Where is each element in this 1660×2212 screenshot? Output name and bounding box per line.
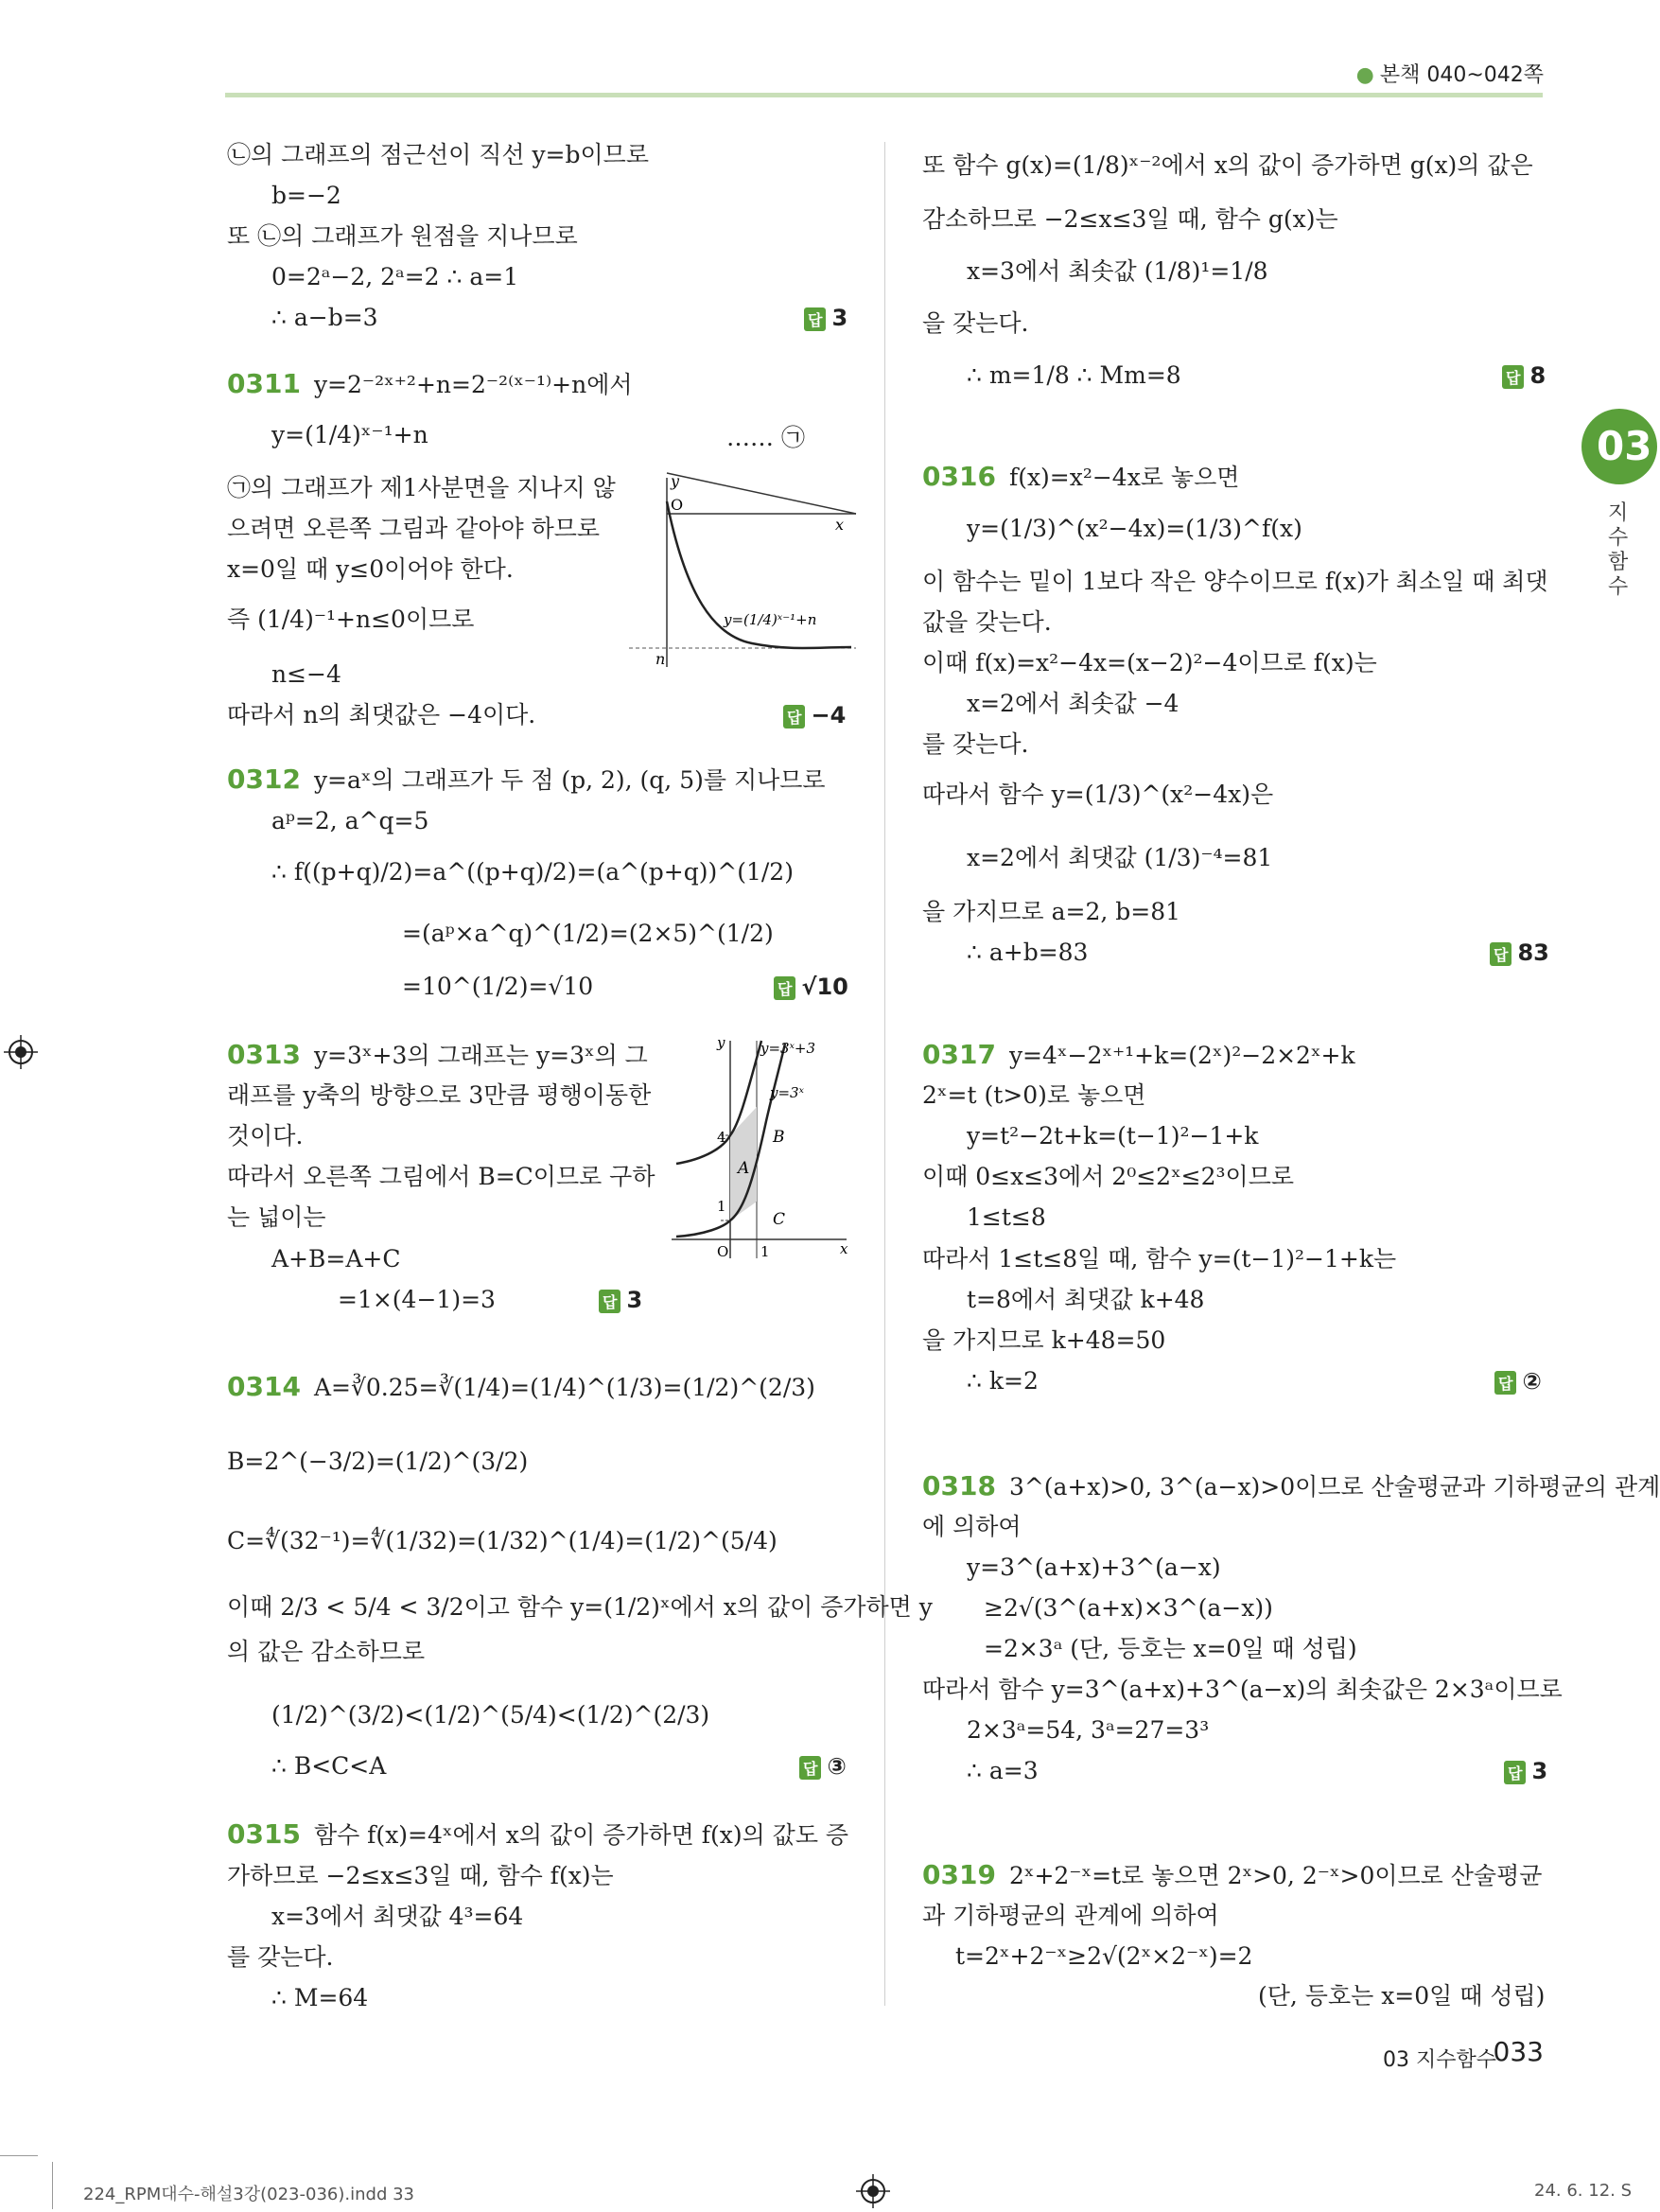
- problem-0315: 0315 함수 f(x)=4ˣ에서 x의 값이 증가하면 f(x)의 값도 증: [227, 1818, 849, 1850]
- y-label: y: [671, 472, 680, 490]
- answer-0314: 답 ③: [799, 1753, 847, 1780]
- curve-label-3x-plus-3: y=3ˣ+3: [760, 1040, 816, 1057]
- answer-tag: 답: [804, 307, 826, 331]
- page-header: [1356, 59, 1544, 88]
- y-tick-4: 4: [717, 1129, 726, 1146]
- origin-label: O: [717, 1243, 729, 1260]
- problem-0318: 0318 3^(a+x)>0, 3^(a−x)>0이므로 산술평균과 기하평균의 관계: [922, 1470, 1660, 1501]
- text-line: 에 의하여: [922, 1513, 1022, 1540]
- text-line: ㉡의 그래프의 점근선이 직선 y=b이므로: [227, 141, 649, 168]
- text-line: 따라서 오른쪽 그림에서 B=C이므로 구하: [227, 1163, 655, 1190]
- text-line: 1≤t≤8: [967, 1203, 1046, 1231]
- text-line: t=2ˣ+2⁻ˣ≥2√(2ˣ×2⁻ˣ)=2: [955, 1942, 1253, 1970]
- bullet-icon: ●: [1355, 63, 1374, 87]
- answer-0315: 답 8: [1502, 362, 1546, 389]
- text-line: x=2에서 최솟값 −4: [967, 690, 1179, 717]
- text-line: ∴ M=64: [271, 1984, 369, 2011]
- text-line: 를 갖는다.: [227, 1943, 334, 1971]
- text-line: 또 ㉡의 그래프가 원점을 지나므로: [227, 222, 578, 250]
- book-reference: 본책 040~042쪽: [1379, 63, 1544, 87]
- text-line: 으려면 오른쪽 그림과 같아야 하므로: [227, 515, 601, 542]
- text-line: 이때 2/3 < 5/4 < 3/2이고 함수 y=(1/2)ˣ에서 x의 값이 증가하면 y: [227, 1593, 933, 1621]
- slug-date: 24. 6. 12. S: [1534, 2181, 1633, 2201]
- text-line: 따라서 n의 최댓값은 −4이다.: [227, 701, 536, 729]
- slug-file: 224_RPM대수-해설3강(023-036).indd 33: [83, 2185, 414, 2204]
- text-line: 2×3ᵃ=54, 3ᵃ=27=3³: [967, 1716, 1210, 1744]
- answer-0317: 답 ②: [1494, 1368, 1542, 1395]
- problem-0314: 0314 A=∛0.25=∛(1/4)=(1/4)^(1/3)=(1/2)^(2/3): [227, 1371, 815, 1402]
- curve-label: y=(1/4)ˣ⁻¹+n: [724, 611, 817, 628]
- answer-0318: 답 3: [1504, 1758, 1547, 1784]
- text-line: 0=2ᵃ−2, 2ᵃ=2 ∴ a=1: [271, 263, 519, 290]
- text-line: =(aᵖ×a^q)^(1/2)=(2×5)^(1/2): [402, 920, 774, 947]
- text-line: 따라서 1≤t≤8일 때, 함수 y=(t−1)²−1+k는: [922, 1245, 1397, 1273]
- y-label: y: [717, 1034, 725, 1051]
- text-line: x=3에서 최댓값 4³=64: [271, 1903, 524, 1930]
- problem-0319: 0319 2ˣ+2⁻ˣ=t로 놓으면 2ˣ>0, 2⁻ˣ>0이므로 산술평균: [922, 1859, 1543, 1890]
- text-line: 2ˣ=t (t>0)로 놓으면: [922, 1081, 1146, 1109]
- text-line: 즉 (1/4)⁻¹+n≤0이므로: [227, 606, 475, 633]
- text-line: x=3에서 최솟값 (1/8)¹=1/8: [967, 257, 1268, 285]
- text-line: =10^(1/2)=√10: [402, 973, 594, 1000]
- text-line: 이 함수는 밑이 1보다 작은 양수이므로 f(x)가 최소일 때 최댓: [922, 568, 1548, 595]
- text-line: ∴ f((p+q)/2)=a^((p+q)/2)=(a^(p+q))^(1/2): [271, 858, 794, 886]
- text-line: ∴ a+b=83: [967, 939, 1089, 966]
- text-line: ∴ m=1/8 ∴ Mm=8: [967, 361, 1181, 389]
- text-line: 의 값은 감소하므로: [227, 1638, 426, 1665]
- x-label: x: [840, 1240, 848, 1257]
- text-line: 값을 갖는다.: [922, 608, 1052, 636]
- text-line: x=2에서 최댓값 (1/3)⁻⁴=81: [967, 844, 1273, 871]
- graph-0311: [629, 473, 856, 672]
- text-line: 따라서 함수 y=3^(a+x)+3^(a−x)의 최솟값은 2×3ᵃ이므로: [922, 1676, 1563, 1703]
- graph-0313: [672, 1036, 851, 1263]
- region-A-label: A: [738, 1159, 750, 1178]
- crop-mark: [0, 2155, 38, 2156]
- text-line: C=∜(32⁻¹)=∜(1/32)=(1/32)^(1/4)=(1/2)^(5/4): [227, 1527, 778, 1554]
- problem-0311: 0311 y=2⁻²ˣ⁺²+n=2⁻²⁽ˣ⁻¹⁾+n에서: [227, 368, 633, 399]
- text-line: 이때 f(x)=x²−4x=(x−2)²−4이므로 f(x)는: [922, 649, 1377, 676]
- text-line: 래프를 y축의 방향으로 3만큼 평행이동한: [227, 1081, 652, 1109]
- answer-0312: 답 √10: [774, 974, 848, 1000]
- text-line: y=(1/4)ˣ⁻¹+n: [271, 421, 428, 448]
- text-line: aᵖ=2, a^q=5: [271, 807, 429, 834]
- text-line: b=−2: [271, 182, 341, 209]
- origin-label: O: [671, 496, 684, 514]
- text-line: y=t²−2t+k=(t−1)²−1+k: [967, 1122, 1259, 1150]
- text-line: …… ㉠: [726, 424, 805, 451]
- text-line: A+B=A+C: [271, 1245, 401, 1273]
- problem-0317: 0317 y=4ˣ−2ˣ⁺¹+k=(2ˣ)²−2×2ˣ+k: [922, 1039, 1355, 1070]
- region-B-label: B: [773, 1128, 785, 1147]
- text-line: ≥2√(3^(a+x)×3^(a−x)): [984, 1594, 1273, 1622]
- region-C-label: C: [773, 1210, 786, 1229]
- problem-0316: 0316 f(x)=x²−4x로 놓으면: [922, 461, 1240, 492]
- problem-0312: 0312 y=aˣ의 그래프가 두 점 (p, 2), (q, 5)를 지나므로: [227, 764, 826, 795]
- problem-0313: 0313 y=3ˣ+3의 그래프는 y=3ˣ의 그: [227, 1039, 648, 1070]
- page-number: 033: [1493, 2036, 1544, 2067]
- registration-mark-icon: [4, 1035, 38, 1069]
- text-line: 는 넓이는: [227, 1203, 326, 1231]
- text-line: y=3^(a+x)+3^(a−x): [967, 1554, 1221, 1581]
- text-line: ∴ a−b=3: [271, 304, 378, 331]
- text-line: 을 가지므로 k+48=50: [922, 1326, 1166, 1354]
- chapter-name: 지수함수: [1608, 501, 1629, 599]
- text-line: 과 기하평균의 관계에 의하여: [922, 1902, 1219, 1929]
- text-line: 따라서 함수 y=(1/3)^(x²−4x)은: [922, 781, 1274, 808]
- text-line: =1×(4−1)=3: [338, 1286, 496, 1313]
- x-label: x: [835, 516, 845, 534]
- registration-mark-icon: [856, 2174, 890, 2208]
- text-line: n≤−4: [271, 660, 341, 688]
- text-line: 감소하므로 −2≤x≤3일 때, 함수 g(x)는: [922, 205, 1338, 233]
- answer-0313: 답 3: [599, 1287, 642, 1313]
- text-line: 것이다.: [227, 1122, 304, 1150]
- text-line: ∴ B<C<A: [271, 1752, 387, 1780]
- text-line: t=8에서 최댓값 k+48: [967, 1286, 1205, 1313]
- text-line: (1/2)^(3/2)<(1/2)^(5/4)<(1/2)^(2/3): [271, 1701, 710, 1729]
- column-divider: [884, 142, 885, 2006]
- answer-0310: 답 3: [804, 305, 847, 331]
- text-line: 이때 0≤x≤3에서 2⁰≤2ˣ≤2³이므로: [922, 1163, 1295, 1190]
- y-tick-1: 1: [717, 1198, 726, 1215]
- text-line: x=0일 때 y≤0이어야 한다.: [227, 555, 514, 583]
- x-axis: [667, 473, 856, 514]
- header-rule: [225, 93, 1543, 97]
- chapter-tab: 03: [1581, 409, 1657, 484]
- answer-0311: 답 −4: [783, 702, 846, 729]
- text-line: 를 갖는다.: [922, 730, 1029, 758]
- text-line: ∴ a=3: [967, 1757, 1039, 1784]
- text-line: 을 가지므로 a=2, b=81: [922, 898, 1181, 925]
- text-line: B=2^(−3/2)=(1/2)^(3/2): [227, 1448, 529, 1475]
- text-line: y=(1/3)^(x²−4x)=(1/3)^f(x): [967, 515, 1302, 542]
- text-line: 을 갖는다.: [922, 309, 1029, 337]
- text-line: ㉠의 그래프가 제1사분면을 지나지 않: [227, 474, 616, 501]
- footer-section: 03 지수함수: [1383, 2048, 1496, 2072]
- crop-mark: [52, 2162, 53, 2209]
- curve-label-3x: y=3ˣ: [770, 1084, 804, 1101]
- text-line: (단, 등호는 x=0일 때 성립): [1258, 1982, 1546, 2010]
- text-line: ∴ k=2: [967, 1367, 1039, 1395]
- text-line: 가하므로 −2≤x≤3일 때, 함수 f(x)는: [227, 1862, 614, 1889]
- answer-0316: 답 83: [1490, 939, 1549, 966]
- text-line: 또 함수 g(x)=(1/8)ˣ⁻²에서 x의 값이 증가하면 g(x)의 값은: [922, 151, 1533, 179]
- x-tick-1: 1: [760, 1243, 770, 1260]
- text-line: =2×3ᵃ (단, 등호는 x=0일 때 성립): [984, 1635, 1357, 1662]
- n-label: n: [655, 650, 666, 668]
